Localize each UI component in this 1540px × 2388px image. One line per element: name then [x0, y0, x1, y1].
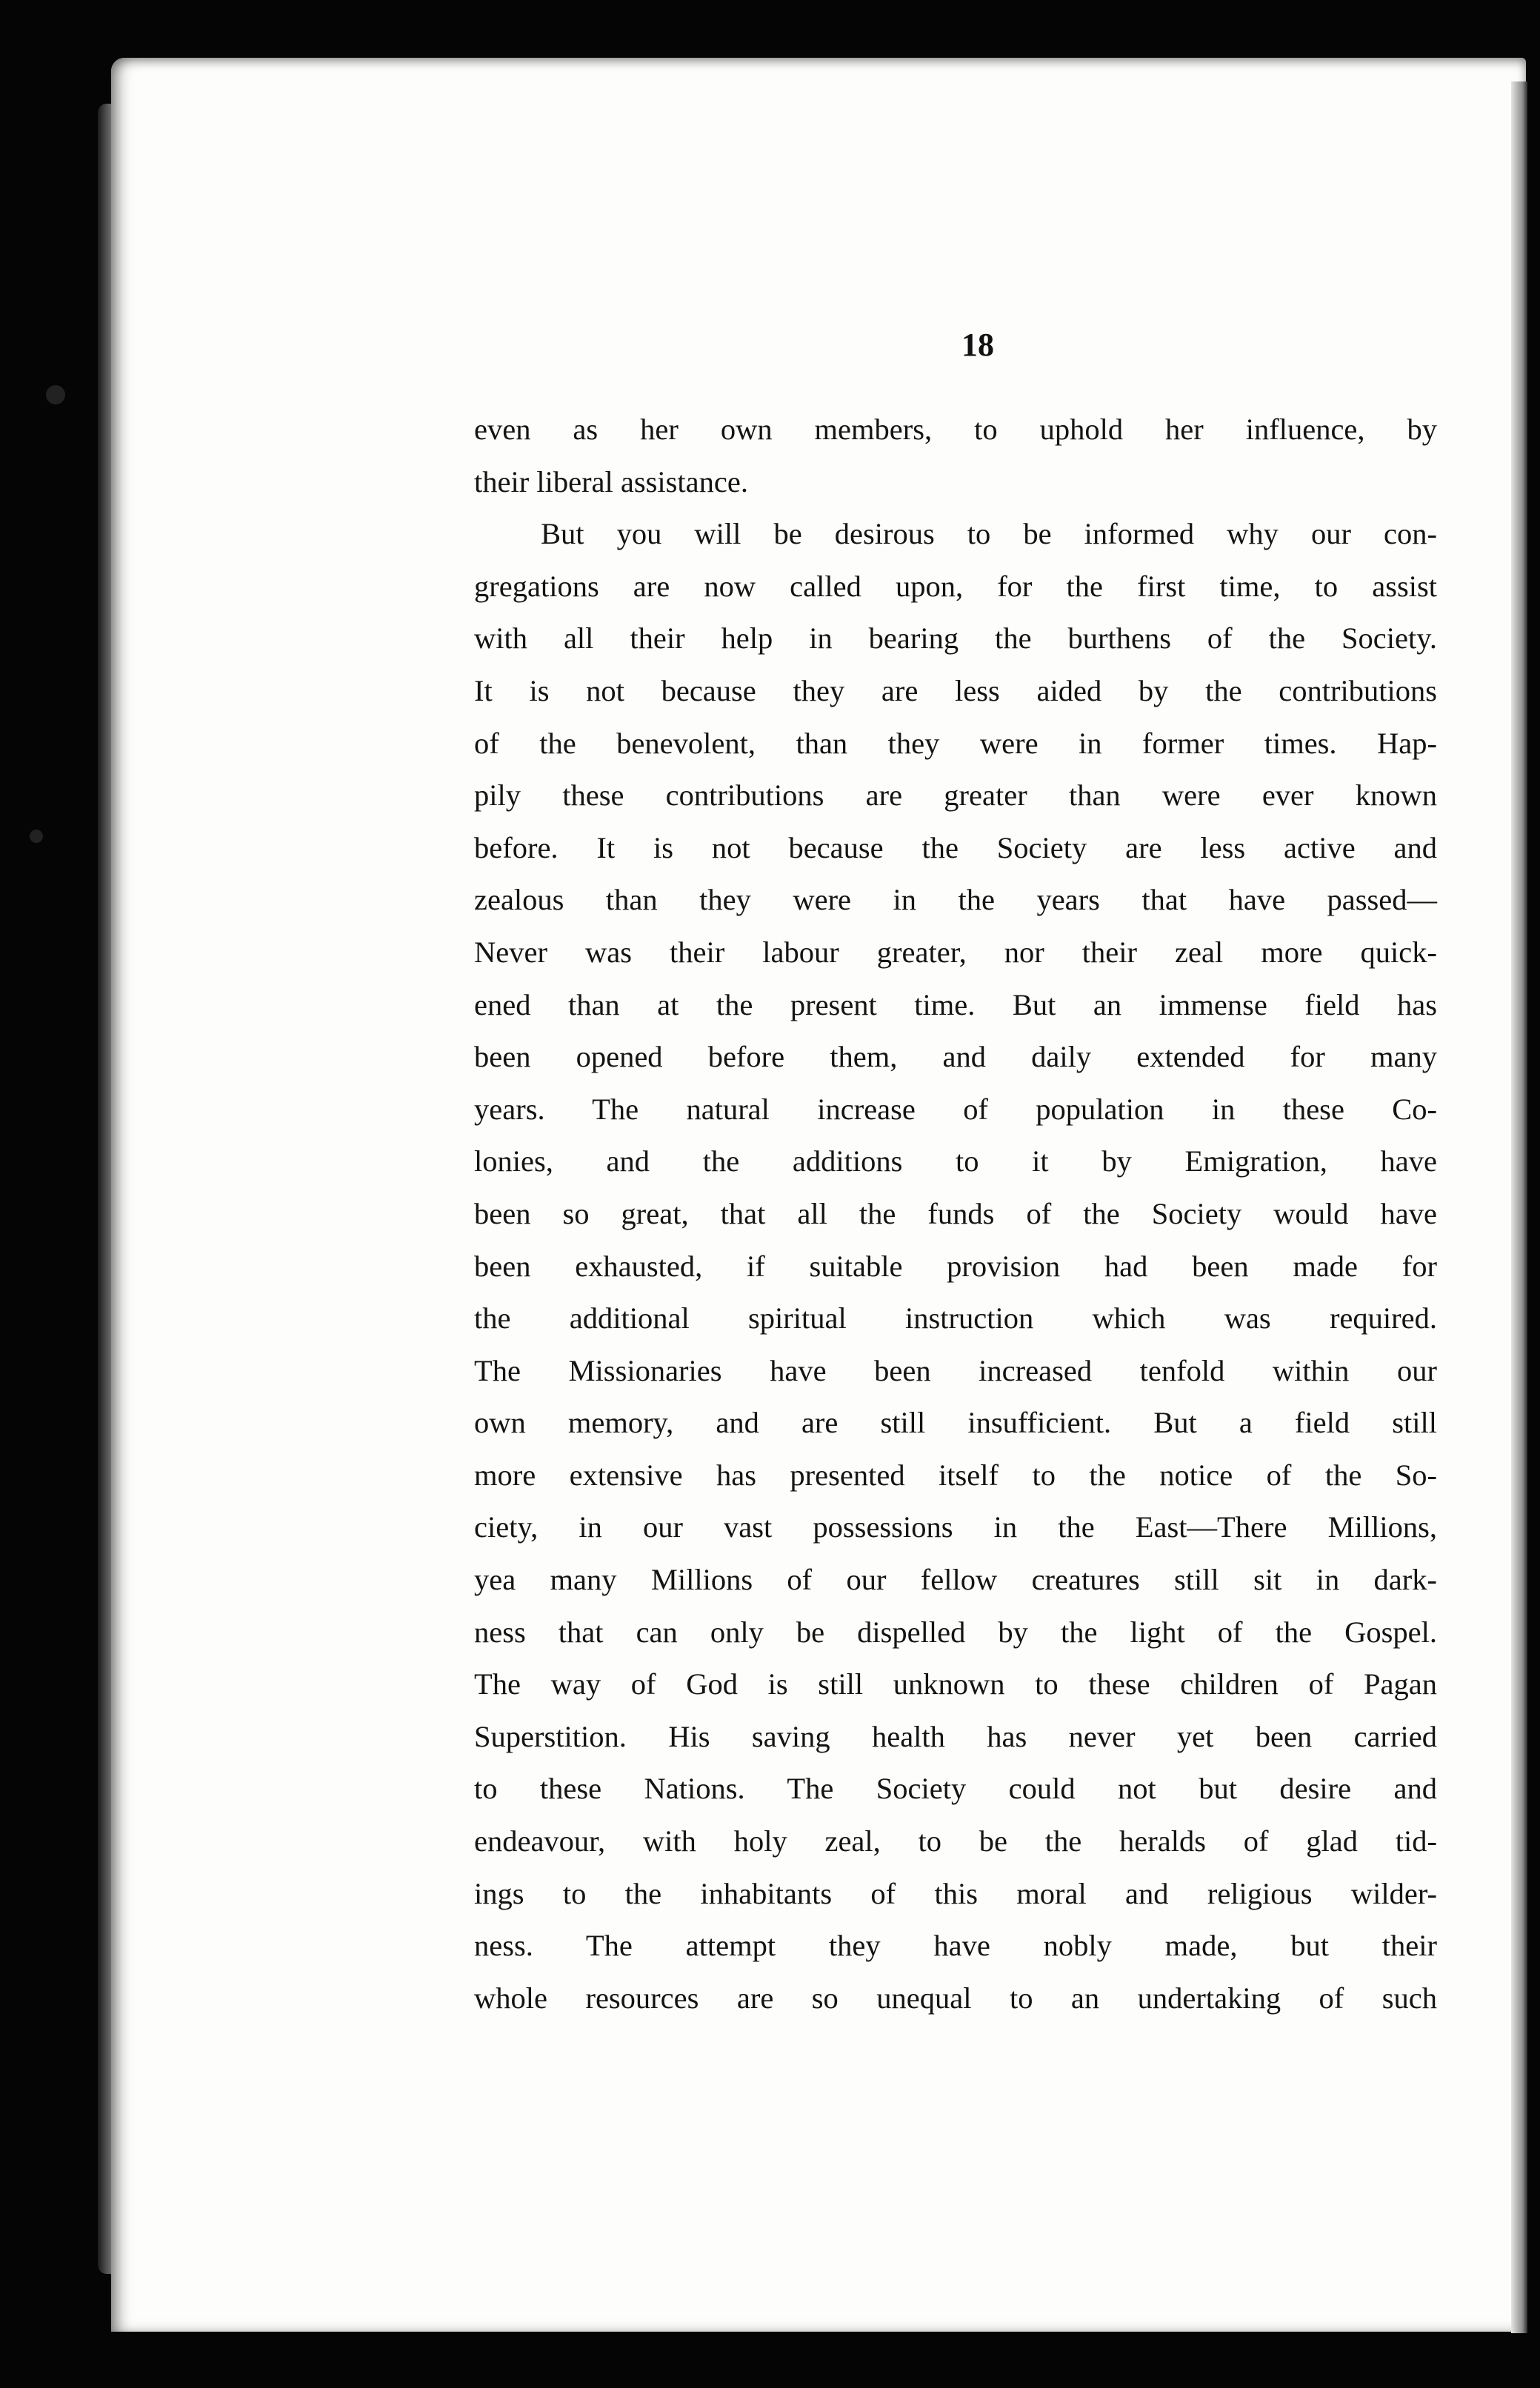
text-line: before. It is not because the Society are less active and	[474, 830, 1437, 864]
text-line: years. The natural increase of population in these Co-	[474, 1092, 1437, 1126]
text-line: lonies, and the additions to it by Emigration, have	[474, 1144, 1437, 1178]
text-line: more extensive has presented itself to the notice of the So-	[474, 1458, 1437, 1492]
text-line: ened than at the present time. But an immense field has	[474, 987, 1437, 1021]
text-line: gregations are now called upon, for the first time, to assist	[474, 569, 1437, 603]
page-edge-shadow	[1511, 81, 1527, 2333]
text-line: It is not because they are less aided by the contributions	[474, 673, 1437, 707]
text-line: pily these contributions are greater than were ever known	[474, 778, 1437, 813]
text-line: been opened before them, and daily extended for many	[474, 1040, 1437, 1074]
text-line: zealous than they were in the years that have passed—	[474, 883, 1437, 917]
text-line: Superstition. His saving health has never yet been carried	[474, 1719, 1437, 1753]
text-line: even as her own members, to uphold her influence, by	[474, 413, 1437, 446]
text-line: But you will be desirous to be informed why our con-	[541, 517, 1437, 551]
text-line: to these Nations. The Society could not but desire and	[474, 1772, 1437, 1806]
scan-speck	[46, 385, 65, 404]
text-line: endeavour, with holy zeal, to be the heralds of glad tid-	[474, 1824, 1437, 1858]
body-text	[474, 404, 1437, 2024]
text-line: own memory, and are still insufficient. But a field still	[474, 1406, 1437, 1440]
text-line: of the benevolent, than they were in former times. Hap-	[474, 726, 1437, 760]
text-line: been so great, that all the funds of the Society would have	[474, 1196, 1437, 1230]
paragraph	[474, 404, 1437, 508]
text-line: their liberal assistance.	[474, 464, 748, 498]
text-line: with all their help in bearing the burthens of the Society.	[474, 621, 1437, 656]
text-line: ness that can only be dispelled by the light of the Gospel.	[474, 1615, 1437, 1649]
text-line: been exhausted, if suitable provision had been made for	[474, 1249, 1437, 1283]
scan-speck	[30, 830, 43, 843]
text-line: yea many Millions of our fellow creatures still sit in dark-	[474, 1563, 1437, 1597]
page-number: 18	[961, 327, 994, 363]
text-line: whole resources are so unequal to an undertaking of such	[474, 1981, 1437, 2015]
text-line: The way of God is still unknown to these children of Pagan	[474, 1667, 1437, 1701]
text-line: ciety, in our vast possessions in the East—There Millions,	[474, 1510, 1437, 1544]
text-line: ness. The attempt they have nobly made, but their	[474, 1929, 1437, 1963]
text-line: ings to the inhabitants of this moral and religious wilder-	[474, 1876, 1437, 1910]
text-line: Never was their labour greater, nor their zeal more quick-	[474, 935, 1437, 969]
text-line: the additional spiritual instruction which was required.	[474, 1301, 1437, 1335]
text-line: The Missionaries have been increased tenfold within our	[474, 1353, 1437, 1387]
paragraph	[474, 508, 1437, 2024]
